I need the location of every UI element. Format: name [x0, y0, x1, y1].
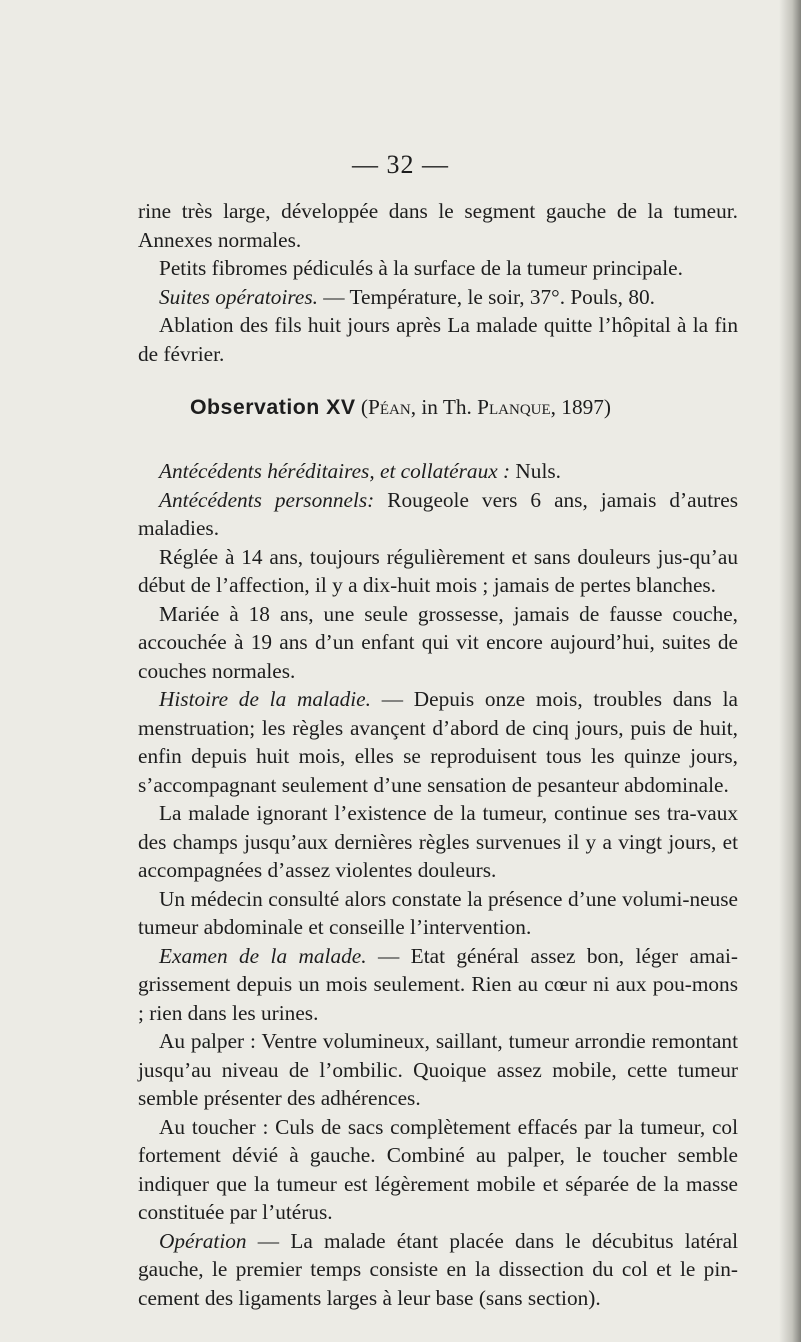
paragraph: Un médecin consulté alors constate la présence d’une volumi-neuse tumeur abdominale et conseille l’intervention. [138, 886, 738, 939]
source-name: Planque [477, 395, 551, 419]
author-name: Péan [368, 395, 411, 419]
paragraph: Au toucher : Culs de sacs complètement effacés par la tumeur, col fortement dévié à gauche. Combiné au palper, le toucher semble indiquer que la tumeur est légèrement mobile et séparée de la masse constituée par l’utérus. [138, 1114, 738, 1224]
page-edge-shadow [779, 0, 801, 1342]
paragraph: Réglée à 14 ans, toujours régulièrement et sans douleurs jus-qu’au début de l’affection, il y a dix-huit mois ; jamais de pertes blanches. [138, 544, 738, 597]
text-block-observation [138, 457, 738, 1312]
paragraph: Opération — La malade étant placée dans le décubitus latéral gauche, le premier temps consiste en la dissection du col et le pin-cement des ligaments larges à leur base (sans section). [138, 1228, 738, 1310]
page-number: — 32 — [352, 150, 449, 179]
paragraph: Examen de la malade. — Etat général assez bon, léger amai-grissement depuis un mois seulement. Rien au cœur ni aux pou-mons ; rien dans les urines. [138, 943, 738, 1025]
text-block-top [138, 197, 738, 368]
paragraph: Suites opératoires. — Température, le soir, 37°. Pouls, 80. [159, 284, 655, 309]
observation-heading: Observation XV (Péan, in Th. Planque, 1897) [189, 395, 611, 419]
observation-title: Observation XV [189, 395, 356, 419]
paragraph: rine très large, développée dans le segment gauche de la tumeur. Annexes normales. [138, 199, 738, 252]
paragraph: Petits fibromes pédiculés à la surface de la tumeur principale. [159, 256, 683, 280]
paragraph: La malade ignorant l’existence de la tumeur, continue ses tra-vaux des champs jusqu’aux dernières règles survenues il y a vingt jours, et accompagnées d’assez violentes douleurs. [138, 801, 738, 882]
paragraph: Histoire de la maladie. — Depuis onze mois, troubles dans la menstruation; les règles avançent d’abord de cinq jours, puis de huit, enfin depuis huit mois, elles se reproduisent tous les quinze jours, s’accompagnant seulement d’une sensation de pesanteur abdominale. [138, 687, 738, 797]
paragraph: Ablation des fils huit jours après La malade quitte l’hôpital à la fin de février. [138, 313, 738, 366]
paragraph: Au palper : Ventre volumineux, saillant, tumeur arrondie remontant jusqu’au niveau de l’ombilic. Quoique assez mobile, cette tumeur semble présenter des adhérences. [138, 1029, 738, 1110]
paragraph: Antécédents personnels: Rougeole vers 6 ans, jamais d’autres maladies. [138, 487, 738, 540]
paragraph: Antécédents héréditaires, et collatéraux : Nuls. [159, 459, 561, 483]
paragraph: Mariée à 18 ans, une seule grossesse, jamais de fausse couche, accouchée à 19 ans d’un enfant qui vit encore aujourd’hui, suites de couches normales. [138, 601, 738, 683]
